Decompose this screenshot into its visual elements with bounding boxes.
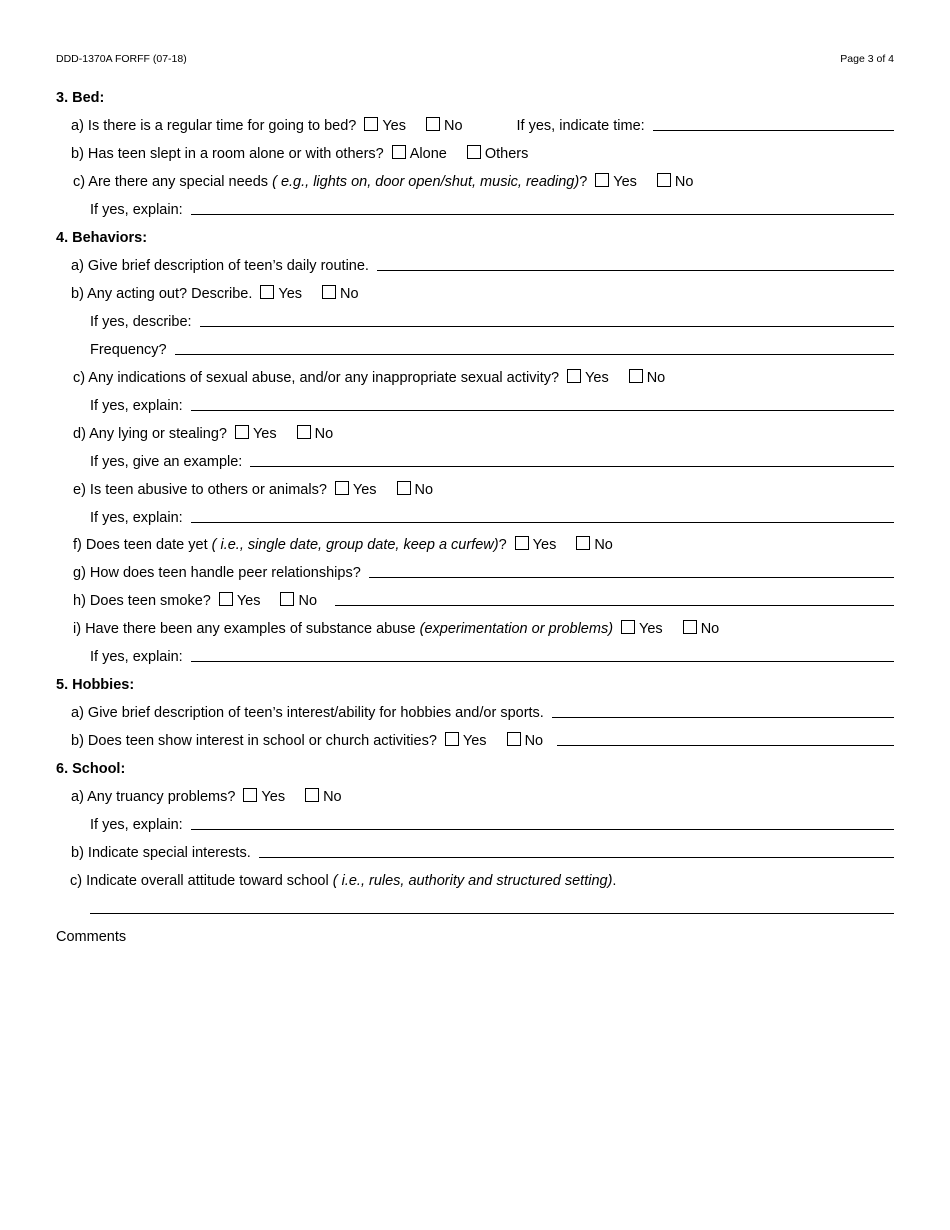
school-b-question: b) Indicate special interests. xyxy=(71,845,251,861)
hobbies-b-field[interactable] xyxy=(557,731,894,746)
behaviors-a-field[interactable] xyxy=(377,256,894,271)
behaviors-b-question: b) Any acting out? Describe. xyxy=(71,286,253,302)
yes-label: Yes xyxy=(352,482,377,498)
behaviors-i-explain-field[interactable] xyxy=(191,647,894,662)
behaviors-c-explain-label: If yes, explain: xyxy=(90,398,183,414)
behaviors-f-question: f) Does teen date yet ( i.e., single date, group date, keep a curfew)? xyxy=(73,537,507,553)
behaviors-e-explain-field[interactable] xyxy=(191,508,894,523)
behaviors-c-explain-field[interactable] xyxy=(191,396,894,411)
bed-c-question: c) Are there any special needs ( e.g., lights on, door open/shut, music, reading)? xyxy=(73,174,588,190)
behaviors-d-example-field[interactable] xyxy=(250,452,894,467)
behaviors-b-frequency-field[interactable] xyxy=(175,340,894,355)
no-label: No xyxy=(674,174,694,190)
yes-label: Yes xyxy=(462,733,487,749)
behaviors-b-describe-field[interactable] xyxy=(200,312,894,327)
yes-label: Yes xyxy=(613,174,637,190)
school-a-yes-checkbox[interactable] xyxy=(243,788,257,802)
school-a-explain-field[interactable] xyxy=(191,815,894,830)
section-title-school: 6. School: xyxy=(56,761,126,777)
hobbies-b-yes-checkbox[interactable] xyxy=(445,732,459,746)
behaviors-f-no-checkbox[interactable] xyxy=(576,536,590,550)
no-label: No xyxy=(524,733,544,749)
hobbies-a-field[interactable] xyxy=(552,703,894,718)
behaviors-a-question: a) Give brief description of teen’s daily routine. xyxy=(71,258,369,274)
behaviors-c-question: c) Any indications of sexual abuse, and/or any inappropriate sexual activity? xyxy=(73,370,560,386)
alone-label: Alone xyxy=(409,146,447,162)
school-a-explain-label: If yes, explain: xyxy=(90,817,183,833)
school-b-field[interactable] xyxy=(259,843,894,858)
hobbies-b-no-checkbox[interactable] xyxy=(507,732,521,746)
no-label: No xyxy=(646,370,666,386)
no-label: No xyxy=(443,118,463,134)
behaviors-i-explain-label: If yes, explain: xyxy=(90,649,183,665)
behaviors-i-question: i) Have there been any examples of substance abuse (experimentation or problems) xyxy=(73,621,614,637)
bed-c-yes-checkbox[interactable] xyxy=(595,173,609,187)
behaviors-e-question: e) Is teen abusive to others or animals? xyxy=(73,482,327,498)
yes-label: Yes xyxy=(585,370,609,386)
bed-b-others-checkbox[interactable] xyxy=(467,145,481,159)
school-a-no-checkbox[interactable] xyxy=(305,788,319,802)
yes-label: Yes xyxy=(382,118,406,134)
school-c-field[interactable] xyxy=(90,899,894,914)
no-label: No xyxy=(298,593,318,609)
yes-label: Yes xyxy=(278,286,303,302)
school-a-question: a) Any truancy problems? xyxy=(71,789,236,805)
behaviors-c-yes-checkbox[interactable] xyxy=(567,369,581,383)
behaviors-h-yes-checkbox[interactable] xyxy=(219,592,233,606)
behaviors-e-no-checkbox[interactable] xyxy=(397,481,411,495)
bed-b-alone-checkbox[interactable] xyxy=(392,145,406,159)
behaviors-g-question: g) How does teen handle peer relationships? xyxy=(73,565,361,581)
behaviors-d-question: d) Any lying or stealing? xyxy=(73,426,227,442)
others-label: Others xyxy=(484,146,529,162)
behaviors-b-no-checkbox[interactable] xyxy=(322,285,336,299)
behaviors-e-explain-label: If yes, explain: xyxy=(90,510,183,526)
section-title-behaviors: 4. Behaviors: xyxy=(56,230,148,246)
bed-a-no-checkbox[interactable] xyxy=(426,117,440,131)
behaviors-h-field[interactable] xyxy=(335,591,894,606)
school-c-question: c) Indicate overall attitude toward school ( i.e., rules, authority and structured setting). xyxy=(70,873,617,889)
behaviors-i-no-checkbox[interactable] xyxy=(683,620,697,634)
behaviors-f-yes-checkbox[interactable] xyxy=(515,536,529,550)
behaviors-e-yes-checkbox[interactable] xyxy=(335,481,349,495)
comments-label: Comments xyxy=(56,929,127,945)
bed-a-time-field[interactable] xyxy=(653,116,894,131)
section-title-bed: 3. Bed: xyxy=(56,90,105,106)
behaviors-b-describe-label: If yes, describe: xyxy=(90,314,192,330)
hobbies-b-question: b) Does teen show interest in school or church activities? xyxy=(71,733,437,749)
section-title-hobbies: 5. Hobbies: xyxy=(56,677,135,693)
no-label: No xyxy=(594,537,613,553)
behaviors-h-question: h) Does teen smoke? xyxy=(73,593,211,609)
yes-label: Yes xyxy=(532,537,557,553)
bed-a-yes-checkbox[interactable] xyxy=(364,117,378,131)
no-label: No xyxy=(414,482,434,498)
behaviors-i-yes-checkbox[interactable] xyxy=(621,620,635,634)
bed-a-time-label: If yes, indicate time: xyxy=(516,118,645,134)
behaviors-d-yes-checkbox[interactable] xyxy=(235,425,249,439)
yes-label: Yes xyxy=(236,593,261,609)
bed-a-question: a) Is there is a regular time for going to bed? xyxy=(71,118,357,134)
yes-label: Yes xyxy=(261,789,286,805)
behaviors-g-field[interactable] xyxy=(369,563,894,578)
behaviors-b-frequency-label: Frequency? xyxy=(90,342,167,358)
behaviors-c-no-checkbox[interactable] xyxy=(629,369,643,383)
behaviors-b-yes-checkbox[interactable] xyxy=(260,285,274,299)
page-number: Page 3 of 4 xyxy=(840,53,894,65)
behaviors-h-no-checkbox[interactable] xyxy=(280,592,294,606)
behaviors-d-no-checkbox[interactable] xyxy=(297,425,311,439)
yes-label: Yes xyxy=(252,426,277,442)
bed-c-explain-label: If yes, explain: xyxy=(90,202,183,218)
yes-label: Yes xyxy=(639,621,663,637)
no-label: No xyxy=(314,426,334,442)
no-label: No xyxy=(700,621,720,637)
no-label: No xyxy=(323,789,342,805)
hobbies-a-question: a) Give brief description of teen’s interest/ability for hobbies and/or sports. xyxy=(71,705,544,721)
bed-c-no-checkbox[interactable] xyxy=(657,173,671,187)
bed-b-question: b) Has teen slept in a room alone or with others? xyxy=(71,146,384,162)
form-id: DDD-1370A FORFF (07-18) xyxy=(56,53,187,65)
no-label: No xyxy=(340,286,359,302)
behaviors-d-example-label: If yes, give an example: xyxy=(90,454,243,470)
bed-c-explain-field[interactable] xyxy=(191,200,894,215)
